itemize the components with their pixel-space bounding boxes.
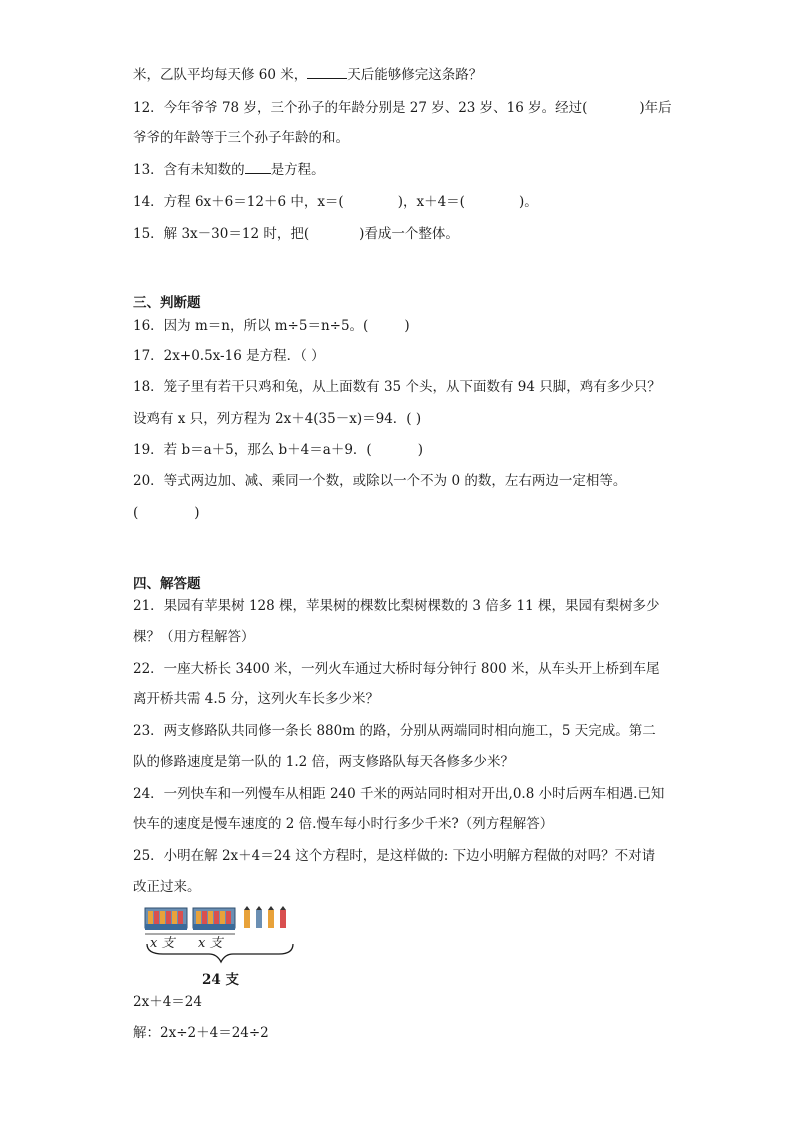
q14-part1: 14．方程 6x＋6＝12＋6 中，x＝(	[133, 194, 344, 210]
q11-text-after: 天后能够修完这条路？	[347, 67, 483, 83]
q11-line	[133, 66, 482, 84]
q21-line1: 21．果园有苹果树 128 棵，苹果树的棵数比梨树棵数的 3 倍多 11 棵，果园有梨树多少	[133, 598, 660, 614]
q20-line1: 20．等式两边加、减、乘同一个数，或除以一个不为 0 的数，左右两边一定相等。	[133, 473, 627, 489]
q16-close: )	[404, 318, 410, 334]
q15-text-after: )看成一个整体。	[359, 226, 459, 242]
q12-line2: 爷爷的年龄等于三个孙子年龄的和。	[133, 130, 349, 146]
q12-text-before: 12．今年爷爷 78 岁，三个孙子的年龄分别是 27 岁、23 岁、16 岁。经过(	[133, 100, 588, 116]
q13-line	[133, 161, 325, 179]
loose-pencils	[244, 906, 286, 928]
q17-line: 17．2x+0.5x-16 是方程．（ ）	[133, 348, 325, 364]
section-3-heading: 三、判断题	[133, 295, 201, 311]
section-4-heading: 四、解答题	[133, 576, 201, 592]
q13-text-after: 是方程。	[270, 162, 325, 178]
pencil-box-2	[193, 908, 235, 930]
q16-text: 16．因为 m＝n，所以 m÷5＝n÷5。(	[133, 318, 369, 334]
q20-open: (	[133, 505, 139, 521]
pencil-box-1	[145, 908, 187, 930]
solution-equation: 2x＋4＝24	[133, 994, 202, 1010]
q24-line2: 快车的速度是慢车速度的 2 倍.慢车每小时行多少千米?（列方程解答）	[133, 816, 554, 832]
q24-line1: 24．一列快车和一列慢车从相距 240 千米的两站同时相对开出,0.8 小时后两车相遇.已知	[133, 786, 665, 802]
total-label: 24 支	[202, 972, 239, 988]
q14-part2: )，x＋4＝(	[397, 194, 465, 210]
q18-line1: 18．笼子里有若干只鸡和兔，从上面数有 35 个头，从下面数有 94 只脚，鸡有多少只？	[133, 379, 661, 395]
q14-part3: )。	[518, 194, 538, 210]
box-label-2: x 支	[198, 936, 223, 951]
q22-line1: 22．一座大桥长 3400 米，一列火车通过大桥时每分钟行 800 米，从车头开上桥到车尾	[133, 661, 660, 677]
q20-line2	[133, 504, 200, 522]
q15-text-before: 15．解 3x－30＝12 时，把(	[133, 226, 310, 242]
q11-blank[interactable]	[307, 66, 347, 79]
q22-line2: 离开桥共需 4.5 分，这列火车长多少米？	[133, 691, 380, 707]
q23-line2: 队的修路速度是第一队的 1.2 倍，两支修路队每天各修多少米？	[133, 754, 515, 770]
q18-line2: 设鸡有 x 只，列方程为 2x＋4(35－x)＝94．( )	[133, 411, 422, 427]
q13-blank[interactable]	[245, 161, 271, 174]
q19-text: 19．若 b＝a＋5，那么 b＋4＝a＋9．(	[133, 442, 372, 458]
q25-line1: 25．小明在解 2x＋4＝24 这个方程时，是这样做的: 下边小明解方程做的对吗？不对请	[133, 848, 656, 864]
q12-text-after: )年后	[639, 100, 672, 116]
q13-text-before: 13．含有未知数的	[133, 162, 245, 178]
q23-line1: 23．两支修路队共同修一条长 880m 的路，分别从两端同时相向施工，5 天完成。第二	[133, 723, 656, 739]
q15-line	[133, 225, 459, 243]
q11-text-before: 米，乙队平均每天修 60 米，	[133, 67, 308, 83]
q19-line	[133, 441, 423, 459]
solution-step: 解：2x÷2＋4＝24÷2	[133, 1025, 269, 1041]
q25-line2: 改正过来。	[133, 879, 201, 895]
q14-line	[133, 193, 538, 211]
q12-line1	[133, 99, 672, 117]
q21-line2: 棵？（用方程解答）	[133, 629, 255, 645]
q16-line	[133, 317, 410, 335]
q19-close: )	[417, 442, 423, 458]
q20-close: )	[194, 505, 200, 521]
box-label-1: x 支	[150, 936, 175, 951]
